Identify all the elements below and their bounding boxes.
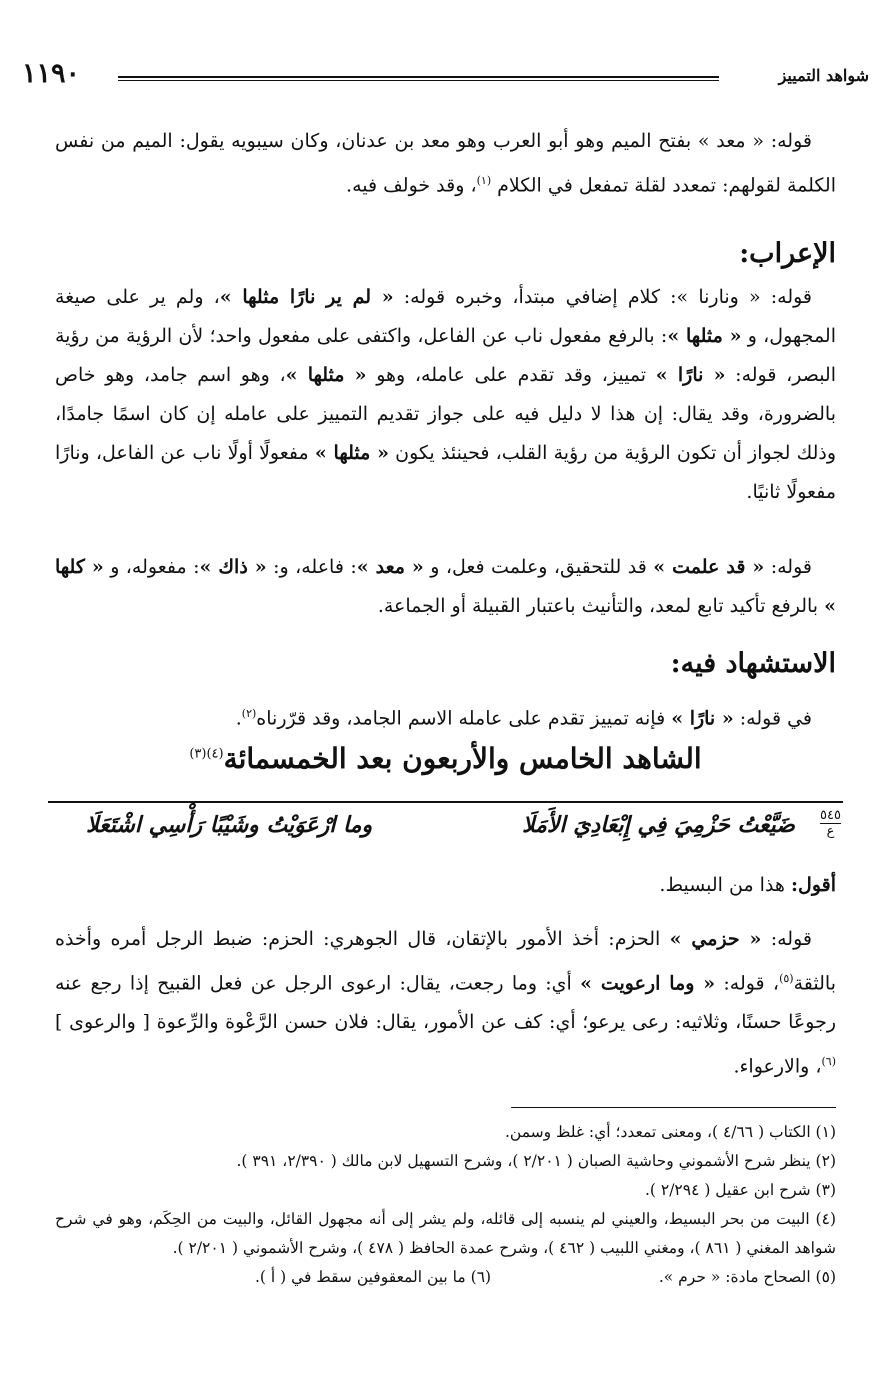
hemistich-first: ضَيَّعْتُ حَزْمِيَ فِي إِبْعَادِيَ الأَمَلَا	[521, 812, 795, 838]
running-title: شواهد التمييز	[778, 66, 869, 85]
quoted-term: « معد »	[356, 556, 424, 578]
paragraph-hazmi	[55, 920, 836, 1087]
paragraph-text: ، وهو اسم جامد، وهو خاص بالضرورة، وقد يقال: إن هذا لا دليل فيه على جواز تقديم التمييز على عامله إن كان اسمًا جامدًا، وذلك لجواز أن تكون الرؤية من رؤية القلب، فحينئذ يكون	[55, 364, 837, 464]
paragraph-text: هذا من البسيط.	[659, 874, 791, 896]
paragraph-text: قوله: « ونارنا »: كلام إضافي مبتدأ، وخبره قوله:	[393, 286, 813, 308]
paragraph-text: في قوله:	[733, 707, 812, 730]
paragraph-text: : بالرفع مفعول ناب عن الفاعل، واكتفى على مفعول واحد؛ لأن الرؤية من رؤية البصر، قوله:	[55, 325, 836, 386]
verse-line	[48, 808, 843, 848]
quoted-term: « كلها »	[55, 556, 836, 617]
quoted-term: « نارًا »	[655, 364, 726, 386]
footnote-ref[interactable]: (١)	[476, 174, 492, 187]
footnote-ref[interactable]: (٤)(٣)	[189, 746, 224, 762]
quoted-term: « وما ارعويت »	[580, 972, 716, 995]
quoted-term: « قد علمت »	[653, 556, 765, 578]
footnote-5: (٥) الصحاح مادة: « حرم ».	[658, 1268, 836, 1286]
footnote-ref[interactable]: (٥)	[779, 972, 794, 985]
paragraph-text: أي: وما رجعت، يقال: ارعوى الرجل عن فعل القبيح إذا رجع عنه رجوعًا حسنًا، وثلاثيه: رعى يرعو؛ أي: كف عن الأمور، يقال: فلان حسن الرَّعْوة والرِّعوة [ والرعوى ]	[55, 972, 836, 1034]
footnote-2: (٢) ينظر شرح الأشموني وحاشية الصبان ( ٢/٢٠١ )، وشرح التسهيل لابن مالك ( ٢/٣٩٠، ٣٩١ ).	[236, 1152, 836, 1170]
footnote-4: (٤) البيت من بحر البسيط، والعيني لم ينسبه إلى قائله، ولم يشر إلى أنه مجهول القائل، والبيت من الحِكَم، وهو في شرح شواهد المغني ( ٨٦١ )، ومغني اللبيب ( ٤٦٢ )، وشرح عمدة الحافظ ( ٤٧٨ )، وشرح الأشموني ( ٢/٢٠١ ).	[55, 1210, 836, 1257]
paragraph-text: بالرفع تأكيد تابع لمعد، والتأنيث باعتبار القبيلة أو الجماعة.	[377, 595, 825, 617]
verse-number-text: ٥٤٥	[820, 808, 841, 823]
verse-rule	[48, 801, 843, 803]
paragraph-qad-alimat	[55, 548, 836, 626]
verse-meter: ع	[820, 823, 841, 839]
paragraph-text: قوله:	[761, 928, 812, 950]
paragraph-text: ، ولم ير على صيغة المجهول، و	[55, 286, 836, 347]
paragraph-text: الحزم: أخذ الأمور بالإتقان، قال الجوهري: الحزم: ضبط الرجل أمره وأخذه بالثقة	[55, 928, 836, 995]
paragraph-text: : فاعله، و:	[266, 556, 357, 578]
paragraph-text: : مفعوله، و	[103, 556, 200, 578]
section-title-text: الشاهد الخامس والأربعون بعد الخمسمائة	[223, 742, 702, 775]
footnote-ref[interactable]: (٢)	[241, 707, 257, 720]
paragraph-text: ، قوله:	[715, 972, 780, 995]
paragraph-text: تمييز، وقد تقدم على عامله، وهو	[366, 364, 656, 386]
quoted-term: « مثلها »	[314, 442, 389, 464]
paragraph-text: قوله:	[764, 556, 812, 578]
paragraph-text: فإنه تمييز تقدم على عامله الاسم الجامد، وقد قرّرناه	[256, 707, 672, 730]
verse-number	[820, 808, 841, 839]
paragraph-irab	[55, 278, 836, 512]
paragraph-text: قد للتحقيق، وعلمت فعل، و	[423, 556, 654, 578]
footnotes	[55, 1118, 836, 1292]
paragraph-text: .	[235, 707, 242, 730]
footnote-row	[55, 1263, 836, 1292]
quoted-term: « نارًا »	[671, 707, 734, 730]
footnote-1: (١) الكتاب ( ٤/٦٦ )، ومعنى تمعدد؛ أي: غلظ وسمن.	[504, 1123, 836, 1141]
paragraph-aqul	[55, 866, 836, 905]
quoted-term: « لم ير نارًا مثلها »	[219, 286, 394, 308]
paragraph-text: مفعولًا أولًا ناب عن الفاعل، ونارًا مفعولًا ثانيًا.	[55, 442, 836, 503]
page-number: ١١٩٠	[22, 58, 81, 89]
quoted-term: « مثلها »	[285, 364, 367, 386]
quoted-term: « ذاك »	[199, 556, 267, 578]
section-title	[55, 742, 836, 775]
quoted-term: « مثلها »	[667, 325, 742, 347]
paragraph-text: ، وقد خولف فيه.	[346, 174, 477, 197]
paragraph-istishhad	[55, 694, 836, 738]
footnote-rule	[511, 1107, 836, 1108]
heading-irab: الإعراب:	[739, 238, 836, 269]
header-rule	[118, 76, 719, 81]
quoted-term: أقول:	[791, 874, 836, 896]
page-header	[22, 58, 869, 94]
paragraph-text: قوله: « معد » بفتح الميم وهو أبو العرب وهو معد بن عدنان، وكان سيبويه يقول: الميم من نفس الكلمة لقولهم: تمعدد لقلة تمفعل في الكلام	[55, 130, 836, 197]
footnote-3: (٣) شرح ابن عقيل ( ٢/٢٩٤ ).	[644, 1181, 836, 1199]
paragraph-text: ، والارعواء.	[733, 1055, 822, 1078]
footnote-ref[interactable]: (٦)	[821, 1055, 836, 1069]
paragraph-maad	[55, 122, 836, 205]
footnote-6: (٦) ما بين المعقوفين سقط في ( أ ).	[255, 1268, 492, 1286]
quoted-term: « حزمي »	[669, 928, 762, 950]
hemistich-second: وما ارْعَوَيْتُ وشَيْبًا رَأْسِي اشْتَعَلَا	[86, 812, 373, 838]
heading-istishhad: الاستشهاد فيه:	[670, 648, 836, 679]
